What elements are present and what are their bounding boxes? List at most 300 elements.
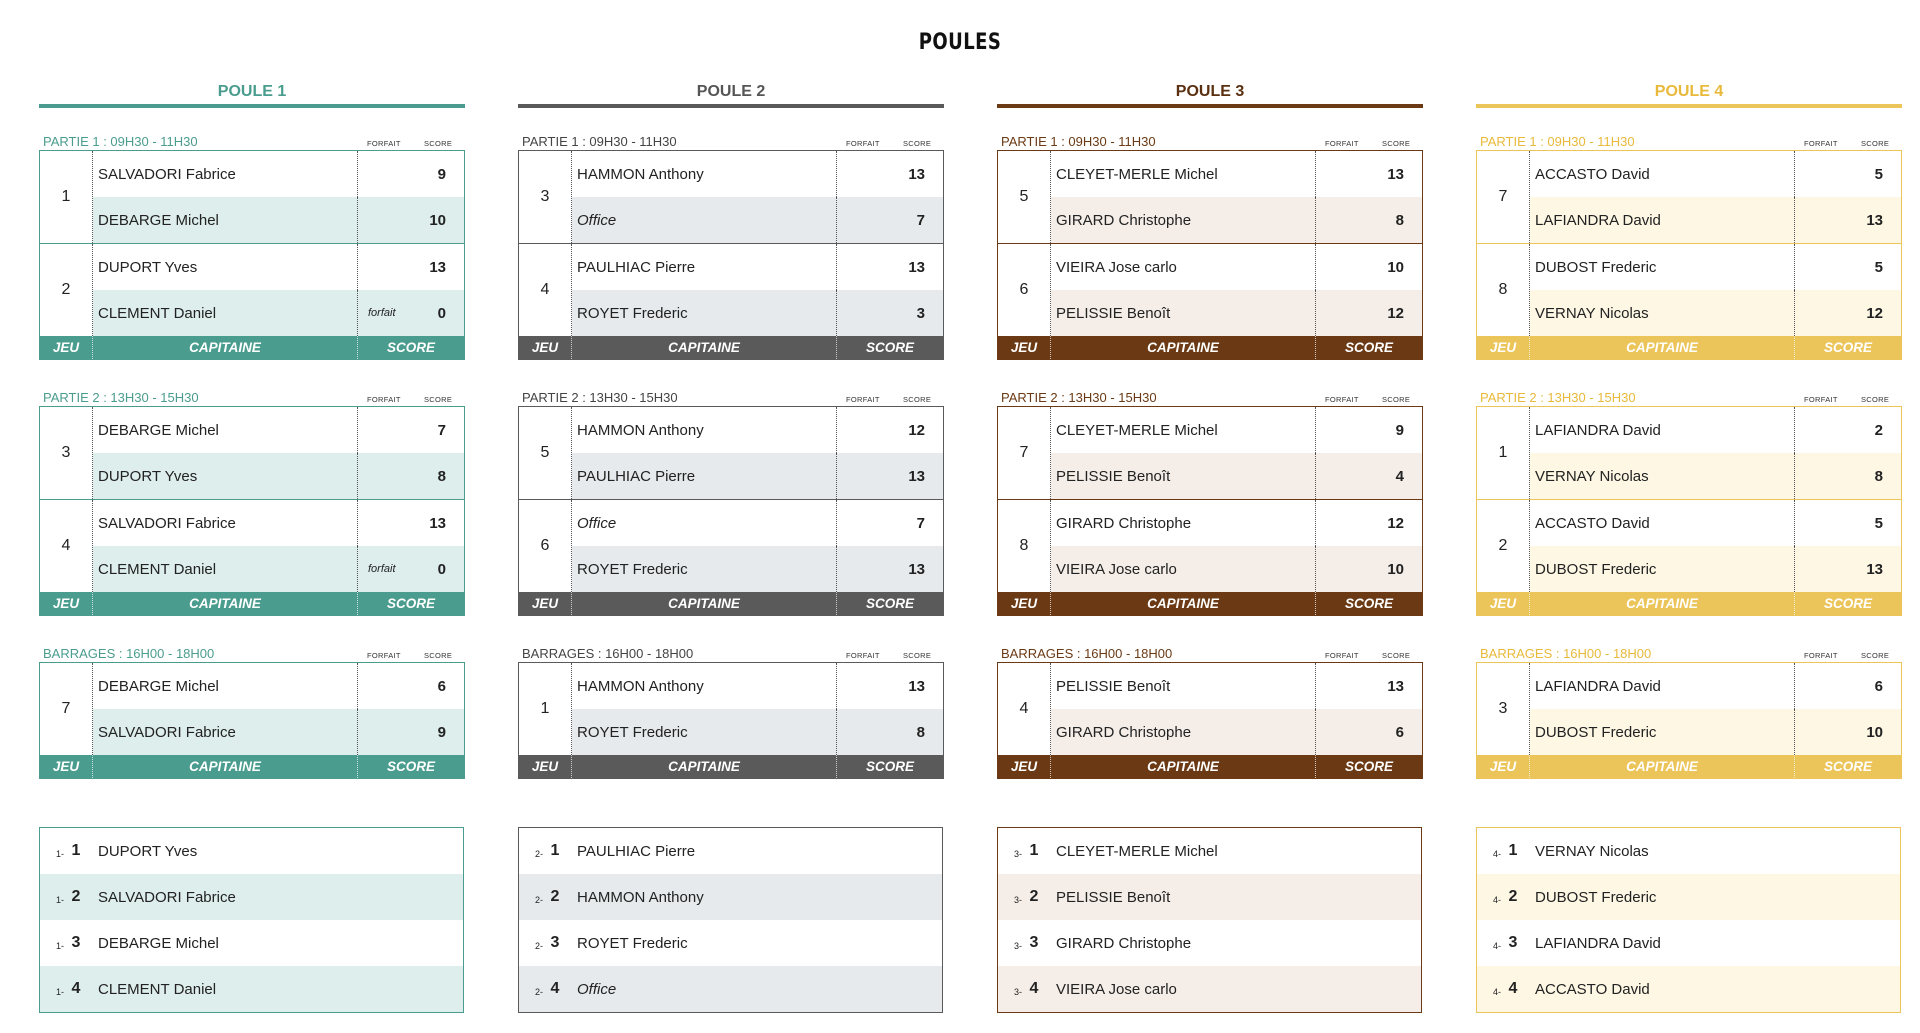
ranking-pool-prefix: 4- (1492, 895, 1501, 905)
player-row (1530, 709, 1901, 755)
partie-header (1476, 384, 1902, 406)
pool-title: POULE 3 (997, 80, 1423, 108)
match-players (93, 244, 464, 336)
player-row (93, 709, 464, 755)
score-value: 13 (1866, 560, 1883, 578)
footer-jeu: JEU (40, 336, 93, 359)
ranking-row (40, 828, 463, 874)
score-cell (1316, 151, 1422, 197)
game-number: 1 (1477, 407, 1530, 499)
match (40, 499, 464, 592)
pool-column-1 (39, 80, 465, 779)
score-value: 13 (908, 560, 925, 578)
footer-capitaine: CAPITAINE (572, 336, 837, 359)
match-table (518, 662, 944, 779)
game-number: 5 (998, 151, 1051, 243)
footer-capitaine: CAPITAINE (93, 336, 358, 359)
score-cell (358, 290, 464, 336)
footer-score: SCORE (1823, 759, 1872, 774)
score-value: 3 (916, 304, 925, 322)
score-cell (1316, 197, 1422, 243)
score-column-header: SCORE (1382, 139, 1411, 148)
ranking-name: PAULHIAC Pierre (577, 842, 696, 860)
forfait-column-header: FORFAIT (846, 139, 880, 148)
partie-label: BARRAGES : 16H00 - 18H00 (1001, 646, 1173, 661)
ranking-pool-prefix: 3- (1013, 987, 1022, 997)
score-cell (837, 290, 943, 336)
partie-header (1476, 128, 1902, 150)
match-players (1051, 663, 1422, 755)
partie-header (518, 384, 944, 406)
score-cell (1795, 197, 1901, 243)
player-row (93, 151, 464, 197)
partie-label: PARTIE 2 : 13H30 - 15H30 (522, 390, 678, 405)
match-players (93, 407, 464, 499)
ranking-row (1477, 920, 1900, 966)
partie-block (39, 384, 465, 616)
ranking-name: HAMMON Anthony (577, 888, 704, 906)
player-row (572, 663, 943, 709)
footer-score: SCORE (386, 596, 435, 611)
player-row (93, 546, 464, 592)
partie-header (997, 640, 1423, 662)
score-column-header: SCORE (1861, 395, 1890, 404)
player-row (572, 453, 943, 499)
captain-name: SALVADORI Fabrice (93, 151, 358, 197)
ranking-name: SALVADORI Fabrice (98, 888, 236, 906)
score-value: 6 (1874, 677, 1883, 695)
captain-name: DEBARGE Michel (93, 407, 358, 453)
match (519, 151, 943, 243)
ranking-name: VERNAY Nicolas (1535, 842, 1649, 860)
partie-label: PARTIE 2 : 13H30 - 15H30 (1001, 390, 1157, 405)
partie-label: PARTIE 1 : 09H30 - 11H30 (522, 134, 677, 149)
ranking-pool-prefix: 4- (1492, 849, 1501, 859)
forfait-column-header: FORFAIT (1804, 395, 1838, 404)
captain-name: DUPORT Yves (93, 453, 358, 499)
score-cell (1316, 407, 1422, 453)
game-number: 8 (998, 500, 1051, 592)
footer-score: SCORE (1823, 340, 1872, 355)
ranking-row (519, 828, 942, 874)
score-cell (1795, 500, 1901, 546)
ranking-pool-prefix: 4- (1492, 941, 1501, 951)
table-footer (1477, 336, 1901, 359)
score-cell (1795, 709, 1901, 755)
score-value: 5 (1874, 165, 1883, 183)
score-value: 8 (916, 723, 925, 741)
game-number: 4 (519, 244, 572, 336)
ranking-position: 3 (71, 934, 81, 951)
player-row (1051, 709, 1422, 755)
forfait-column-header: FORFAIT (1804, 651, 1838, 660)
ranking-table-1 (39, 827, 464, 1013)
ranking-pool-prefix: 2- (534, 895, 543, 905)
player-row (1051, 500, 1422, 546)
player-row (93, 500, 464, 546)
ranking-row (519, 920, 942, 966)
partie-label: BARRAGES : 16H00 - 18H00 (43, 646, 215, 661)
footer-jeu: JEU (40, 755, 93, 778)
captain-name: PELISSIE Benoît (1051, 453, 1316, 499)
score-column-header: SCORE (1861, 651, 1890, 660)
footer-jeu: JEU (1477, 755, 1530, 778)
score-cell (837, 197, 943, 243)
match (1477, 407, 1901, 499)
ranking-pool-prefix: 1- (55, 895, 64, 905)
ranking-pool-prefix: 4- (1492, 987, 1501, 997)
pool-title: POULE 2 (518, 80, 944, 108)
table-footer (519, 592, 943, 615)
footer-jeu: JEU (1477, 592, 1530, 615)
partie-block (1476, 640, 1902, 779)
ranking-name: CLEMENT Daniel (98, 980, 217, 998)
captain-name: DEBARGE Michel (93, 663, 358, 709)
forfait-column-header: FORFAIT (1325, 139, 1359, 148)
footer-capitaine: CAPITAINE (1530, 336, 1795, 359)
score-cell (1316, 290, 1422, 336)
captain-name: VIEIRA Jose carlo (1051, 546, 1316, 592)
pool-title: POULE 4 (1476, 80, 1902, 108)
match (998, 499, 1422, 592)
match-table (518, 406, 944, 616)
table-footer (998, 336, 1422, 359)
captain-name: CLEYET-MERLE Michel (1051, 151, 1316, 197)
game-number: 6 (519, 500, 572, 592)
game-number: 6 (998, 244, 1051, 336)
match-players (93, 500, 464, 592)
score-cell (837, 709, 943, 755)
match (40, 407, 464, 499)
score-value: 7 (916, 211, 925, 229)
ranking-position: 2 (550, 888, 560, 905)
score-cell (837, 244, 943, 290)
match (998, 243, 1422, 336)
score-cell (1316, 663, 1422, 709)
match (998, 151, 1422, 243)
score-column-header: SCORE (903, 651, 932, 660)
captain-name: DUBOST Frederic (1530, 546, 1795, 592)
score-cell (1795, 663, 1901, 709)
score-cell (1316, 244, 1422, 290)
captain-name: PELISSIE Benoît (1051, 290, 1316, 336)
captain-name: ACCASTO David (1530, 151, 1795, 197)
score-cell (358, 197, 464, 243)
match-players (572, 407, 943, 499)
ranking-pool-prefix: 3- (1013, 849, 1022, 859)
forfait-column-header: FORFAIT (367, 651, 401, 660)
captain-name: GIRARD Christophe (1051, 197, 1316, 243)
player-row (93, 453, 464, 499)
match-players (572, 151, 943, 243)
score-column-header: SCORE (903, 139, 932, 148)
footer-capitaine: CAPITAINE (1530, 755, 1795, 778)
partie-label: BARRAGES : 16H00 - 18H00 (1480, 646, 1652, 661)
ranking-row (40, 874, 463, 920)
footer-score: SCORE (1344, 340, 1393, 355)
partie-block (997, 128, 1423, 360)
player-row (572, 500, 943, 546)
score-value: 12 (1866, 304, 1883, 322)
ranking-name: GIRARD Christophe (1056, 934, 1192, 952)
footer-score: SCORE (386, 759, 435, 774)
game-number: 7 (40, 663, 93, 755)
footer-jeu: JEU (1477, 336, 1530, 359)
captain-name: CLEMENT Daniel (93, 290, 358, 336)
score-value: 6 (437, 677, 446, 695)
footer-jeu: JEU (998, 755, 1051, 778)
captain-name: VERNAY Nicolas (1530, 453, 1795, 499)
score-value: 13 (429, 514, 446, 532)
score-cell (837, 500, 943, 546)
score-column-header: SCORE (1861, 139, 1890, 148)
ranking-pool-prefix: 2- (534, 987, 543, 997)
pool-title: POULE 1 (39, 80, 465, 108)
player-row (93, 244, 464, 290)
player-row (1530, 663, 1901, 709)
score-value: 9 (437, 723, 446, 741)
score-value: 12 (1387, 514, 1404, 532)
ranking-table-3 (997, 827, 1422, 1013)
ranking-position: 2 (1029, 888, 1039, 905)
game-number: 7 (998, 407, 1051, 499)
captain-name: DUBOST Frederic (1530, 709, 1795, 755)
footer-jeu: JEU (998, 592, 1051, 615)
score-value: 13 (1387, 165, 1404, 183)
match-players (1530, 244, 1901, 336)
match-players (1530, 500, 1901, 592)
score-value: 8 (1874, 467, 1883, 485)
page-title: POULES (918, 30, 1002, 55)
ranking-name: ACCASTO David (1535, 980, 1650, 998)
partie-label: PARTIE 2 : 13H30 - 15H30 (43, 390, 199, 405)
game-number: 4 (998, 663, 1051, 755)
score-value: 13 (908, 677, 925, 695)
captain-name: ROYET Frederic (572, 546, 837, 592)
player-row (1051, 407, 1422, 453)
score-cell (358, 453, 464, 499)
score-cell (1795, 151, 1901, 197)
partie-header (518, 128, 944, 150)
table-footer (998, 755, 1422, 778)
footer-score: SCORE (386, 340, 435, 355)
captain-name: GIRARD Christophe (1051, 709, 1316, 755)
match (519, 499, 943, 592)
footer-capitaine: CAPITAINE (1051, 592, 1316, 615)
ranking-position: 1 (1029, 842, 1039, 859)
player-row (93, 407, 464, 453)
footer-score: SCORE (865, 596, 914, 611)
match-players (572, 500, 943, 592)
ranking-name: LAFIANDRA David (1535, 934, 1661, 952)
score-cell (358, 407, 464, 453)
player-row (1051, 197, 1422, 243)
ranking-name: VIEIRA Jose carlo (1056, 980, 1177, 998)
match (1477, 663, 1901, 755)
player-row (1051, 663, 1422, 709)
ranking-position: 4 (1508, 980, 1518, 997)
player-row (1530, 453, 1901, 499)
ranking-row (998, 966, 1421, 1012)
ranking-position: 4 (71, 980, 81, 997)
score-cell (1316, 453, 1422, 499)
partie-header (39, 384, 465, 406)
pool-column-3 (997, 80, 1423, 779)
match-players (1051, 244, 1422, 336)
footer-score: SCORE (1344, 596, 1393, 611)
score-value: 13 (908, 467, 925, 485)
player-row (1051, 546, 1422, 592)
ranking-name: PELISSIE Benoît (1056, 888, 1171, 906)
match-table (39, 150, 465, 360)
score-value: 7 (916, 514, 925, 532)
ranking-row (1477, 966, 1900, 1012)
ranking-table-2 (518, 827, 943, 1013)
table-footer (1477, 592, 1901, 615)
captain-name: PELISSIE Benoît (1051, 663, 1316, 709)
captain-name: PAULHIAC Pierre (572, 244, 837, 290)
player-row (572, 407, 943, 453)
match (1477, 499, 1901, 592)
footer-capitaine: CAPITAINE (572, 592, 837, 615)
player-row (572, 244, 943, 290)
match-table (997, 662, 1423, 779)
ranking-position: 1 (1508, 842, 1518, 859)
partie-block (997, 384, 1423, 616)
match-players (1051, 151, 1422, 243)
partie-block (518, 640, 944, 779)
captain-name: PAULHIAC Pierre (572, 453, 837, 499)
player-row (1530, 244, 1901, 290)
score-cell (358, 500, 464, 546)
ranking-position: 4 (550, 980, 560, 997)
player-row (1530, 197, 1901, 243)
match-table (997, 406, 1423, 616)
game-number: 7 (1477, 151, 1530, 243)
footer-jeu: JEU (519, 592, 572, 615)
match-table (518, 150, 944, 360)
footer-score: SCORE (865, 759, 914, 774)
player-row (1530, 546, 1901, 592)
ranking-position: 3 (1508, 934, 1518, 951)
score-value: 0 (437, 560, 446, 578)
captain-name: ACCASTO David (1530, 500, 1795, 546)
player-row (93, 663, 464, 709)
captain-name: CLEYET-MERLE Michel (1051, 407, 1316, 453)
footer-jeu: JEU (519, 755, 572, 778)
captain-name: LAFIANDRA David (1530, 663, 1795, 709)
match (519, 243, 943, 336)
ranking-position: 3 (1029, 934, 1039, 951)
table-footer (519, 755, 943, 778)
captain-name: Office (572, 197, 837, 243)
captain-name: VERNAY Nicolas (1530, 290, 1795, 336)
ranking-row (998, 828, 1421, 874)
game-number: 3 (519, 151, 572, 243)
ranking-row (998, 874, 1421, 920)
score-cell (1316, 709, 1422, 755)
game-number: 3 (1477, 663, 1530, 755)
table-footer (40, 592, 464, 615)
footer-capitaine: CAPITAINE (572, 755, 837, 778)
footer-score: SCORE (1344, 759, 1393, 774)
pool-column-4 (1476, 80, 1902, 779)
score-cell (837, 663, 943, 709)
ranking-row (40, 966, 463, 1012)
partie-header (1476, 640, 1902, 662)
ranking-position: 1 (71, 842, 81, 859)
match (40, 663, 464, 755)
match (519, 663, 943, 755)
game-number: 1 (519, 663, 572, 755)
game-number: 3 (40, 407, 93, 499)
table-footer (1477, 755, 1901, 778)
game-number: 5 (519, 407, 572, 499)
partie-block (997, 640, 1423, 779)
ranking-row (519, 874, 942, 920)
ranking-pool-prefix: 2- (534, 941, 543, 951)
player-row (93, 290, 464, 336)
ranking-position: 1 (550, 842, 560, 859)
score-column-header: SCORE (1382, 395, 1411, 404)
score-value: 13 (908, 165, 925, 183)
score-cell (1316, 546, 1422, 592)
captain-name: LAFIANDRA David (1530, 407, 1795, 453)
partie-label: BARRAGES : 16H00 - 18H00 (522, 646, 694, 661)
ranking-position: 4 (1029, 980, 1039, 997)
match-players (1530, 407, 1901, 499)
partie-label: PARTIE 1 : 09H30 - 11H30 (1480, 134, 1635, 149)
captain-name: VIEIRA Jose carlo (1051, 244, 1316, 290)
game-number: 2 (1477, 500, 1530, 592)
partie-block (518, 128, 944, 360)
forfait-mark: forfait (368, 563, 396, 575)
match-players (1530, 663, 1901, 755)
score-cell (358, 244, 464, 290)
ranking-name: DUPORT Yves (98, 842, 198, 860)
game-number: 8 (1477, 244, 1530, 336)
player-row (572, 151, 943, 197)
player-row (1051, 290, 1422, 336)
match (1477, 151, 1901, 243)
footer-jeu: JEU (998, 336, 1051, 359)
captain-name: ROYET Frederic (572, 290, 837, 336)
pool-column-2 (518, 80, 944, 779)
forfait-column-header: FORFAIT (846, 651, 880, 660)
captain-name: CLEMENT Daniel (93, 546, 358, 592)
captain-name: HAMMON Anthony (572, 663, 837, 709)
score-value: 2 (1874, 421, 1883, 439)
score-cell (358, 151, 464, 197)
captain-name: DUBOST Frederic (1530, 244, 1795, 290)
score-column-header: SCORE (424, 395, 453, 404)
match-table (1476, 150, 1902, 360)
match-table (997, 150, 1423, 360)
player-row (1530, 290, 1901, 336)
score-value: 13 (1387, 677, 1404, 695)
partie-block (39, 128, 465, 360)
partie-label: PARTIE 2 : 13H30 - 15H30 (1480, 390, 1636, 405)
ranking-pool-prefix: 1- (55, 849, 64, 859)
match (519, 407, 943, 499)
score-value: 9 (437, 165, 446, 183)
score-value: 12 (1387, 304, 1404, 322)
player-row (572, 546, 943, 592)
partie-block (518, 384, 944, 616)
captain-name: DUPORT Yves (93, 244, 358, 290)
footer-capitaine: CAPITAINE (93, 755, 358, 778)
captain-name: GIRARD Christophe (1051, 500, 1316, 546)
